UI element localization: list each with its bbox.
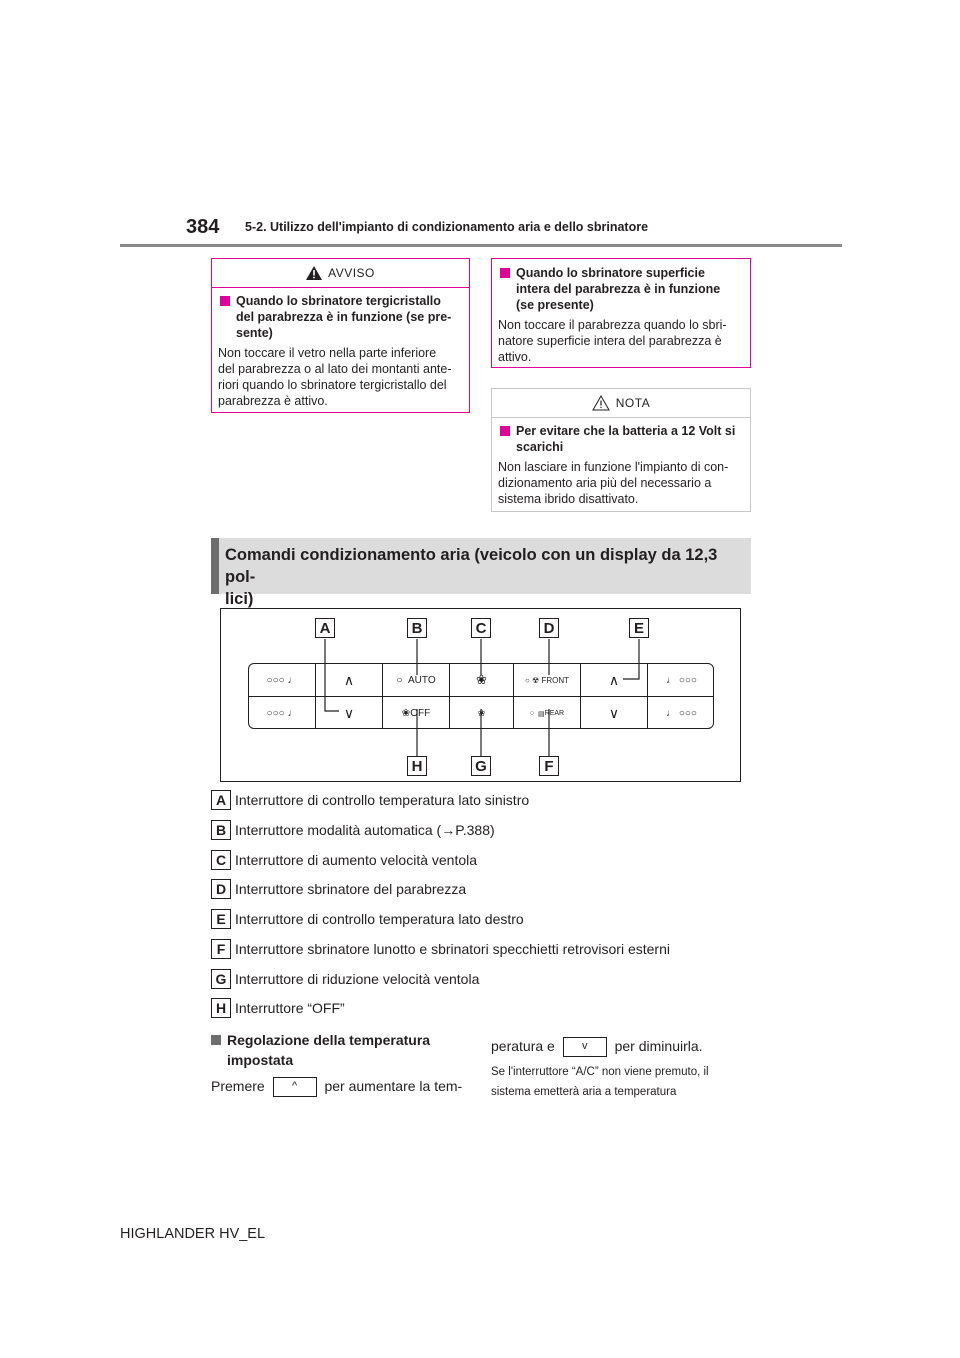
temp-down-button-icon: v [563,1037,607,1057]
seat-ventilation-icon: ♩ [666,708,677,719]
left-temp-up-button[interactable] [316,664,383,696]
left-temp-down-button[interactable] [316,697,383,729]
band-title: Comandi condizionamento aria (veicolo con un display da 12,3 pol- lici) [225,546,718,608]
section-title: 5-2. Utilizzo dell'impianto di condizionamento aria e dello sbrinatore [245,220,649,234]
fan-down-button[interactable] [450,697,514,729]
warning-box-right [491,258,751,368]
legend-item: C Interruttore di aumento velocità ventola [211,850,477,870]
legend-item: B Interruttore modalità automatica (→P.388) [211,820,495,840]
footer-model: HIGHLANDER HV_EL [120,1226,266,1242]
pink-bullet-icon [220,296,230,306]
off-button[interactable]: ❀ OFF [383,697,450,729]
callout-d: D [539,618,559,638]
warning-right-item-body: Non toccare il parabrezza quando lo sbri- natore superficie intera del parabrezza è attivo. [498,318,727,364]
temp-up-button-icon: ^ [273,1077,317,1097]
warning-icon [306,266,322,280]
front-defroster-button[interactable]: ○ ☢ FRONT [514,664,581,696]
left-seat-vent-button[interactable]: ○○○ ♩ [249,697,316,729]
seat-heater-icon: ♩ [287,674,298,686]
right-temp-up-button[interactable] [581,664,648,696]
control-panel-figure [220,608,741,782]
rear-defroster-button[interactable]: ○ ▤ REAR [514,697,581,729]
warning-item-title: Quando lo sbrinatore tergicristallo del parabrezza è in funzione (se pre- sente) [212,293,469,341]
pink-bullet-icon [500,426,510,436]
seat-heater-icon: ♩ [666,674,677,686]
legend-item: G Interruttore di riduzione velocità ventola [211,969,479,989]
callout-a: A [315,618,335,638]
warning-box [211,258,470,413]
gray-bullet-icon [211,1035,221,1045]
temperature-text-left: Premere ^ per aumentare la tem- [211,1076,462,1097]
fan-icon: ❀ [476,672,487,687]
fan-up-button[interactable] [450,664,514,696]
note-item-body: Non lasciare in funzione l'impianto di con- dizionamento aria più del necessario a sistema ibrido disattivato. [498,460,729,506]
rear-defroster-icon: ▤ [538,710,545,718]
warning-item-body: Non toccare il vetro nella parte inferiore del parabrezza o al lato dei montanti ante- riori quando lo sbrinatore tergicristallo del parabrezza è attivo. [218,346,452,408]
warning-box-header [212,259,469,287]
legend-item: E Interruttore di controllo temperatura lato destro [211,909,524,929]
callout-b: B [407,618,427,638]
section-band [211,538,751,608]
band-accent-bar [211,538,219,594]
header-rule [120,244,842,247]
note-separator [492,417,750,418]
temperature-note: Se l'interruttore “A/C” non viene premuto, il sistema emetterà aria a temperatura [491,1066,709,1098]
right-temp-down-button[interactable] [581,697,648,729]
chevron-up-icon: ∧ [608,671,620,688]
callout-e: E [629,618,649,638]
warning-right-item-title: Quando lo sbrinatore superficie intera del parabrezza è in funzione (se presente) [492,265,750,313]
fan-small-icon: ❀ [477,708,486,718]
note-box-header [492,389,750,417]
warning-separator [212,287,469,288]
pink-bullet-icon [500,268,510,278]
temperature-subheading: Regolazione della temperatura impostata [211,1030,466,1070]
legend-item: A Interruttore di controllo temperatura lato sinistro [211,790,529,810]
right-seat-vent-button[interactable]: ♩ ○○○ [666,708,697,719]
caution-icon [592,395,610,411]
temperature-text-right: peratura e v per diminuirla. [491,1036,703,1057]
page-number: 384 [186,216,220,238]
callout-h: H [407,756,427,776]
auto-button[interactable]: ○ AUTO [383,664,450,696]
right-seat-heater-button[interactable]: ♩ ○○○ [666,674,697,686]
callout-c: C [471,618,491,638]
legend-item: H Interruttore “OFF” [211,998,345,1018]
chevron-down-icon: ∨ [343,705,355,721]
seat-ventilation-icon: ♩ [287,708,298,719]
legend-item: F Interruttore sbrinatore lunotto e sbrinatori specchietti retrovisori esterni [211,939,670,959]
callout-f: F [539,756,559,776]
chevron-up-icon: ∧ [343,671,355,688]
left-seat-heater-button[interactable]: ○○○ ♩ [249,664,316,696]
fan-icon: ❀ [401,708,411,719]
climate-panel [248,663,714,729]
defroster-icon: ☢ [532,675,540,685]
legend-item: D Interruttore sbrinatore del parabrezza [211,879,466,899]
note-item-title: Per evitare che la batteria a 12 Volt si scarichi [492,423,750,455]
note-box [491,388,751,512]
callout-g: G [471,756,491,776]
note-title: NOTA [615,396,651,410]
chevron-down-icon: ∨ [608,705,620,721]
warning-title: AVVISO [328,266,375,280]
